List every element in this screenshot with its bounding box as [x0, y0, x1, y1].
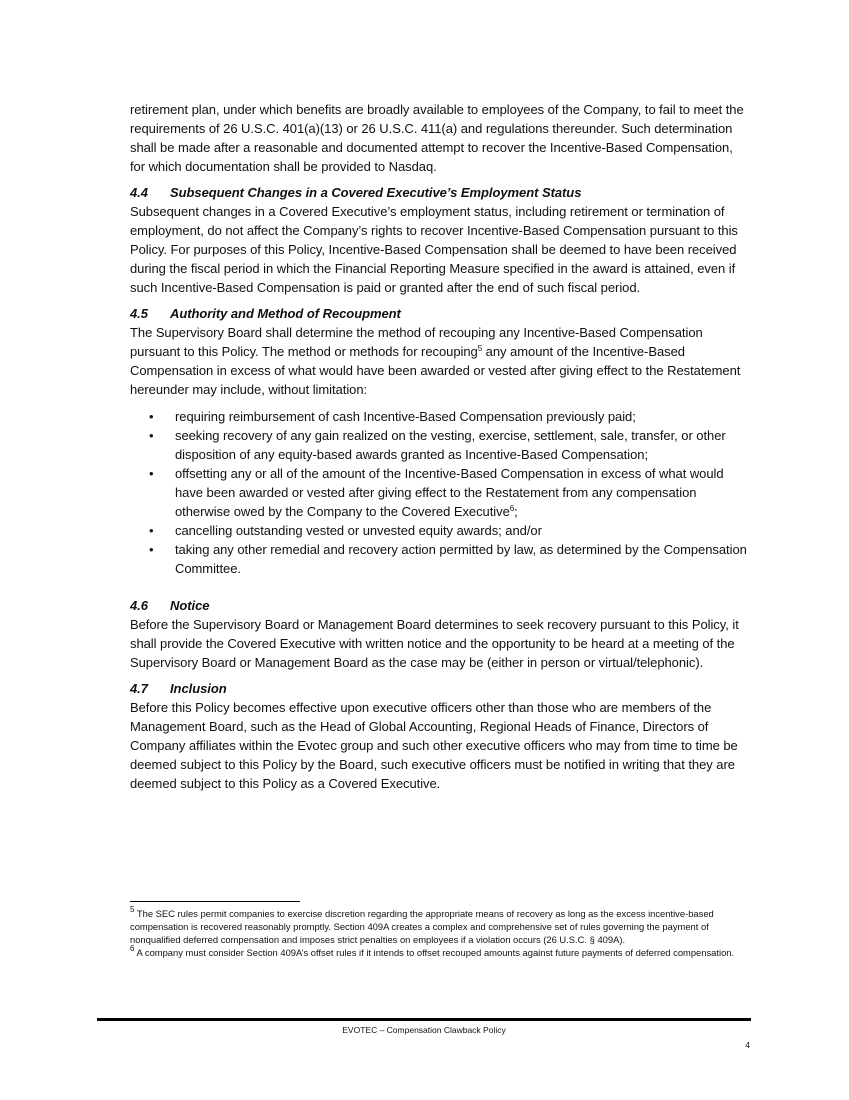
section-4-6 [130, 596, 750, 672]
section-heading [130, 183, 750, 202]
section-title: Authority and Method of Recoupment [170, 306, 401, 321]
footnotes [130, 907, 750, 959]
section-4-7 [130, 679, 750, 793]
section-text: Before the Supervisory Board or Management Board determines to seek recovery pursuant to this Policy, it shall provide the Covered Executive with written notice and the opportunity to be heard at a meeting of the Supervisory Board or Management Board as the case may be (either in person or virtual/telephonic). [130, 617, 739, 670]
footnote-5 [130, 907, 750, 946]
section-number: 4.5 [130, 306, 148, 321]
section-text: Subsequent changes in a Covered Executive’s employment status, including retirement or termination of employment, do not affect the Company’s rights to recover Incentive-Based Compensation pursuant to this Policy. For purposes of this Policy, Incentive-Based Compensation shall be deemed to have been received during the fiscal period in which the Financial Reporting Measure specified in the award is attained, even if such Incentive-Based Compensation is paid or granted after the end of such fiscal period. [130, 204, 738, 295]
section-heading [130, 679, 750, 698]
section-text-part: any amount of the Incentive-Based Compensation in excess of what would have been awarded or vested after giving effect to the Restatement hereunder may include, without limitation: [130, 344, 741, 397]
section-heading [130, 596, 750, 615]
list-item [130, 426, 750, 464]
list-item [130, 464, 750, 521]
footnote-text: The SEC rules permit companies to exercise discretion regarding the appropriate means of recovery as long as the excess incentive-based compensation is recovered reasonably promptly. Section 409A creates a complex and comprehensive set of rules governing the payment of nonqualified deferred compensation and imposes strict penalties on employees if a violation occurs (26 U.S.C. § 409A). [130, 908, 714, 945]
list-item [130, 407, 750, 426]
footnote-separator [130, 901, 300, 902]
footnote-text: A company must consider Section 409A’s offset rules if it intends to offset recouped amounts against future payments of deferred compensation. [134, 947, 735, 958]
list-item-text: offsetting any or all of the amount of the Incentive-Based Compensation in excess of what would have been awarded or vested after giving effect to the Restatement from any compensation otherwise owed by the Company to the Covered Executive [175, 466, 724, 519]
section-title: Inclusion [170, 681, 227, 696]
footnote-number: 6 [130, 944, 135, 953]
footnote-number: 5 [130, 905, 135, 914]
bullet-icon: • [149, 409, 154, 424]
page-number: 4 [745, 1040, 750, 1050]
section-number: 4.6 [130, 598, 148, 613]
list-item-text: taking any other remedial and recovery action permitted by law, as determined by the Compensation Committee. [175, 542, 747, 576]
footnote-ref-6[interactable]: 6 [509, 504, 515, 513]
bullet-icon: • [149, 428, 154, 443]
list-item-text: seeking recovery of any gain realized on the vesting, exercise, settlement, sale, transfer, or other disposition of any equity-based awards granted as Incentive-Based Compensation; [175, 428, 726, 462]
document-body [130, 100, 750, 793]
section-4-5 [130, 304, 750, 578]
section-number: 4.7 [130, 681, 148, 696]
section-title: Subsequent Changes in a Covered Executive’s Employment Status [170, 185, 582, 200]
bullet-icon: • [149, 523, 154, 538]
footer-title: EVOTEC – Compensation Clawback Policy [342, 1025, 506, 1035]
section-4-4 [130, 183, 750, 297]
section-text [130, 323, 750, 399]
list-item [130, 521, 750, 540]
section-text: Before this Policy becomes effective upon executive officers other than those who are members of the Management Board, such as the Head of Global Accounting, Regional Heads of Finance, Directors of Company affiliates within the Evotec group and such other executive officers who may from time to time be deemed subject to this Policy by the Board, such executive officers must be notified in writing that they are deemed subject to this Policy as a Covered Executive. [130, 700, 738, 791]
intro-paragraph: retirement plan, under which benefits are broadly available to employees of the Company, to fail to meet the requirements of 26 U.S.C. 401(a)(13) or 26 U.S.C. 411(a) and regulations thereunder. Such determination shall be made after a reasonable and documented attempt to recover the Incentive-Based Compensation, for which documentation shall be provided to Nasdaq. [130, 102, 744, 174]
list-item [130, 540, 750, 578]
list-item-suffix: ; [514, 504, 518, 519]
bullet-icon: • [149, 466, 154, 481]
section-title: Notice [170, 598, 210, 613]
recoupment-method-list [130, 407, 750, 578]
bullet-icon: • [149, 542, 154, 557]
footnote-6 [130, 946, 750, 959]
section-number: 4.4 [130, 185, 148, 200]
list-item-text: requiring reimbursement of cash Incentive-Based Compensation previously paid; [175, 409, 636, 424]
footer-divider [97, 1018, 751, 1021]
section-text-part: The Supervisory Board shall determine the method of recouping any Incentive-Based Compensation pursuant to this Policy. The method or methods for recouping [130, 325, 703, 359]
footnote-ref-5[interactable]: 5 [477, 344, 483, 353]
section-heading [130, 304, 750, 323]
list-item-text: cancelling outstanding vested or unvested equity awards; and/or [175, 523, 542, 538]
